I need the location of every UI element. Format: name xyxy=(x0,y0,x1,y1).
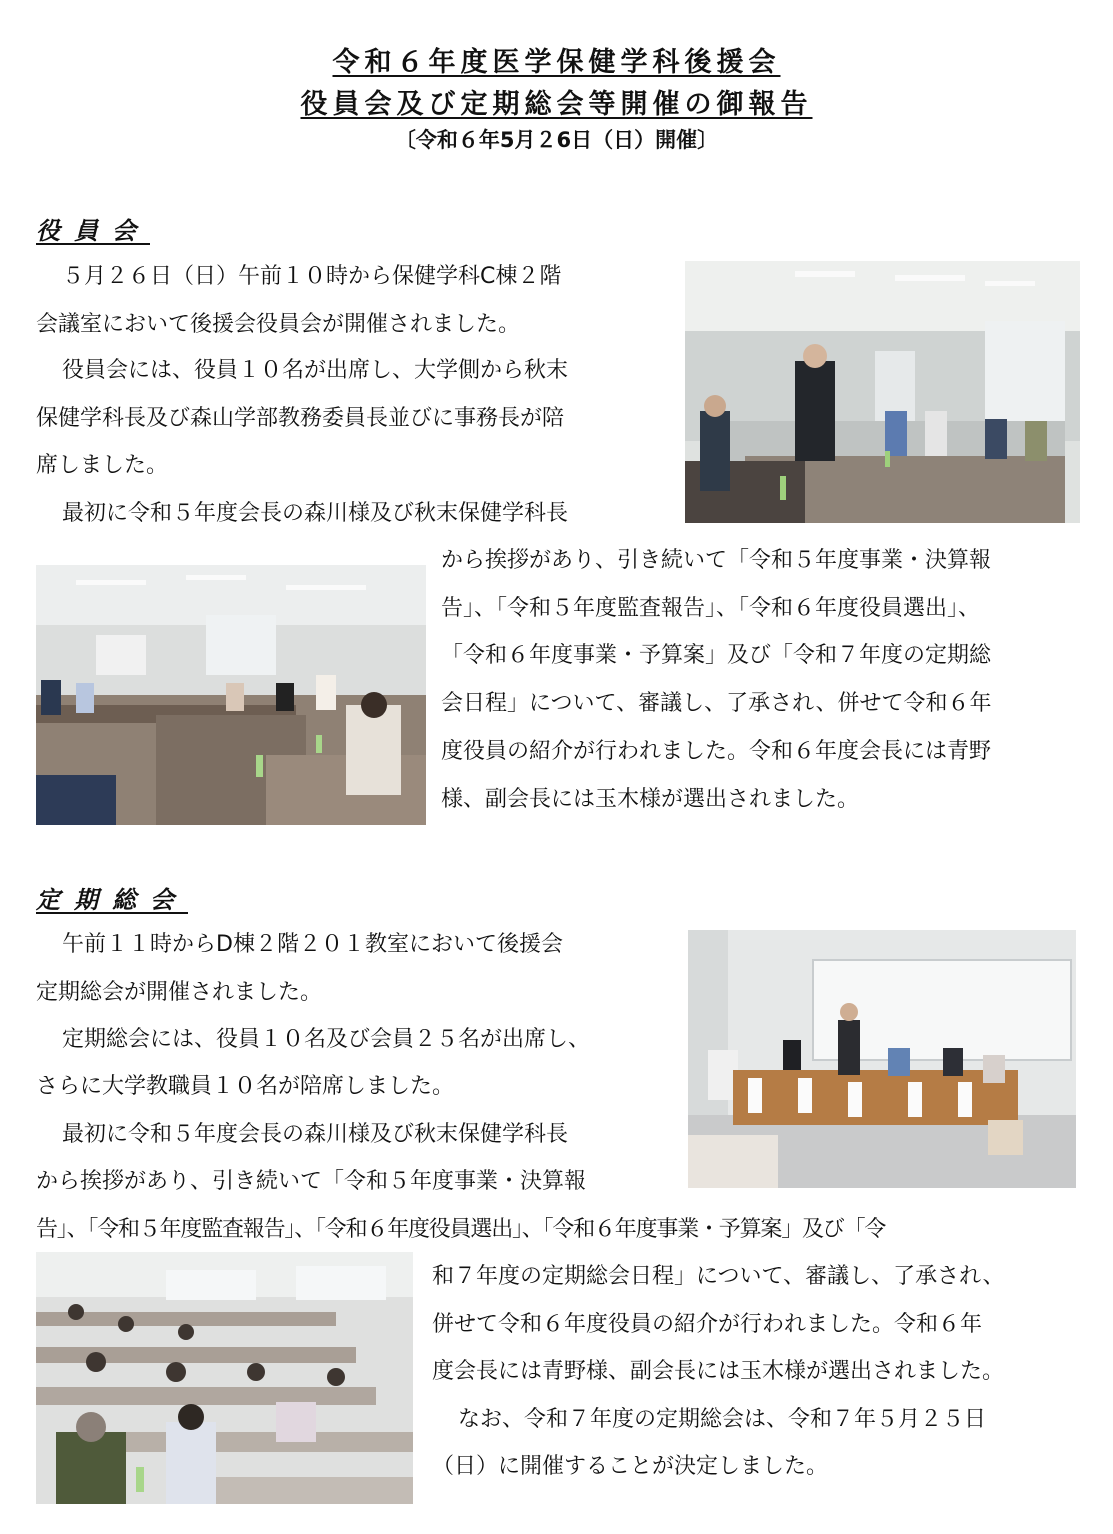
paragraph-line: 席しました。 xyxy=(36,453,169,478)
paragraph-line: 最初に令和５年度会長の森川様及び秋末保健学科長 xyxy=(62,501,569,526)
paragraph-line: さらに大学教職員１０名が陪席しました。 xyxy=(36,1074,455,1099)
paragraph-line: 定期総会には、役員１０名及び会員２５名が出席し、 xyxy=(62,1027,591,1052)
paragraph-line: 告」、「令和５年度監査報告」、「令和６年度役員選出」、 xyxy=(441,596,981,621)
paragraph-line: 役員会には、役員１０名が出席し、大学側から秋末 xyxy=(62,358,569,383)
paragraph-line: なお、令和７年度の定期総会は、令和７年５月２５日 xyxy=(458,1407,987,1432)
section-heading-board-meeting: 役員会 xyxy=(36,217,150,245)
paragraph-line: 併せて令和６年度役員の紹介が行われました。令和６年 xyxy=(432,1312,983,1337)
paragraph-line: 定期総会が開催されました。 xyxy=(36,980,323,1005)
page-title-line-1: 令和６年度医学保健学科後援会 xyxy=(332,47,781,78)
paragraph-line: 会議室において後援会役員会が開催されました。 xyxy=(36,312,521,337)
photo-general-meeting-head-table xyxy=(688,930,1076,1188)
paragraph-line: 度会長には青野様、副会長には玉木様が選出されました。 xyxy=(432,1359,1005,1384)
paragraph-line: 保健学科長及び森山学部教務委員長並びに事務長が陪 xyxy=(36,406,565,431)
section-heading-general-meeting: 定期総会 xyxy=(36,886,188,914)
paragraph-line: から挨拶があり、引き続いて「令和５年度事業・決算報 xyxy=(36,1169,587,1194)
paragraph-line: 度役員の紹介が行われました。令和６年度会長には青野 xyxy=(441,739,992,764)
paragraph-line: （日）に開催することが決定しました。 xyxy=(432,1454,829,1479)
photo-board-meeting-speaker xyxy=(685,261,1080,523)
paragraph-line: 最初に令和５年度会長の森川様及び秋末保健学科長 xyxy=(62,1122,569,1147)
paragraph-line: 「令和６年度事業・予算案」及び「令和７年度の定期総 xyxy=(441,643,992,668)
event-date: 〔令和６年5月２6日（日）開催〕 xyxy=(394,128,719,152)
paragraph-line: ５月２６日（日）午前１０時から保健学科C棟２階 xyxy=(62,264,562,289)
page-title-line-2: 役員会及び定期総会等開催の御報告 xyxy=(300,89,813,120)
photo-general-meeting-attendees xyxy=(36,1252,413,1504)
paragraph-line: 様、副会長には玉木様が選出されました。 xyxy=(441,787,860,812)
paragraph-line: から挨拶があり、引き続いて「令和５年度事業・決算報 xyxy=(441,548,992,573)
paragraph-line: 午前１１時からD棟２階２０１教室において後援会 xyxy=(62,932,563,957)
paragraph-line: 告」、「令和５年度監査報告」、「令和６年度役員選出」、「令和６年度事業・予算案」及び「令 xyxy=(36,1217,886,1242)
paragraph-line: 和７年度の定期総会日程」について、審議し、了承され、 xyxy=(432,1264,1005,1289)
photo-board-meeting-tables xyxy=(36,565,426,825)
paragraph-line: 会日程」について、審議し、了承され、併せて令和６年 xyxy=(441,691,992,716)
